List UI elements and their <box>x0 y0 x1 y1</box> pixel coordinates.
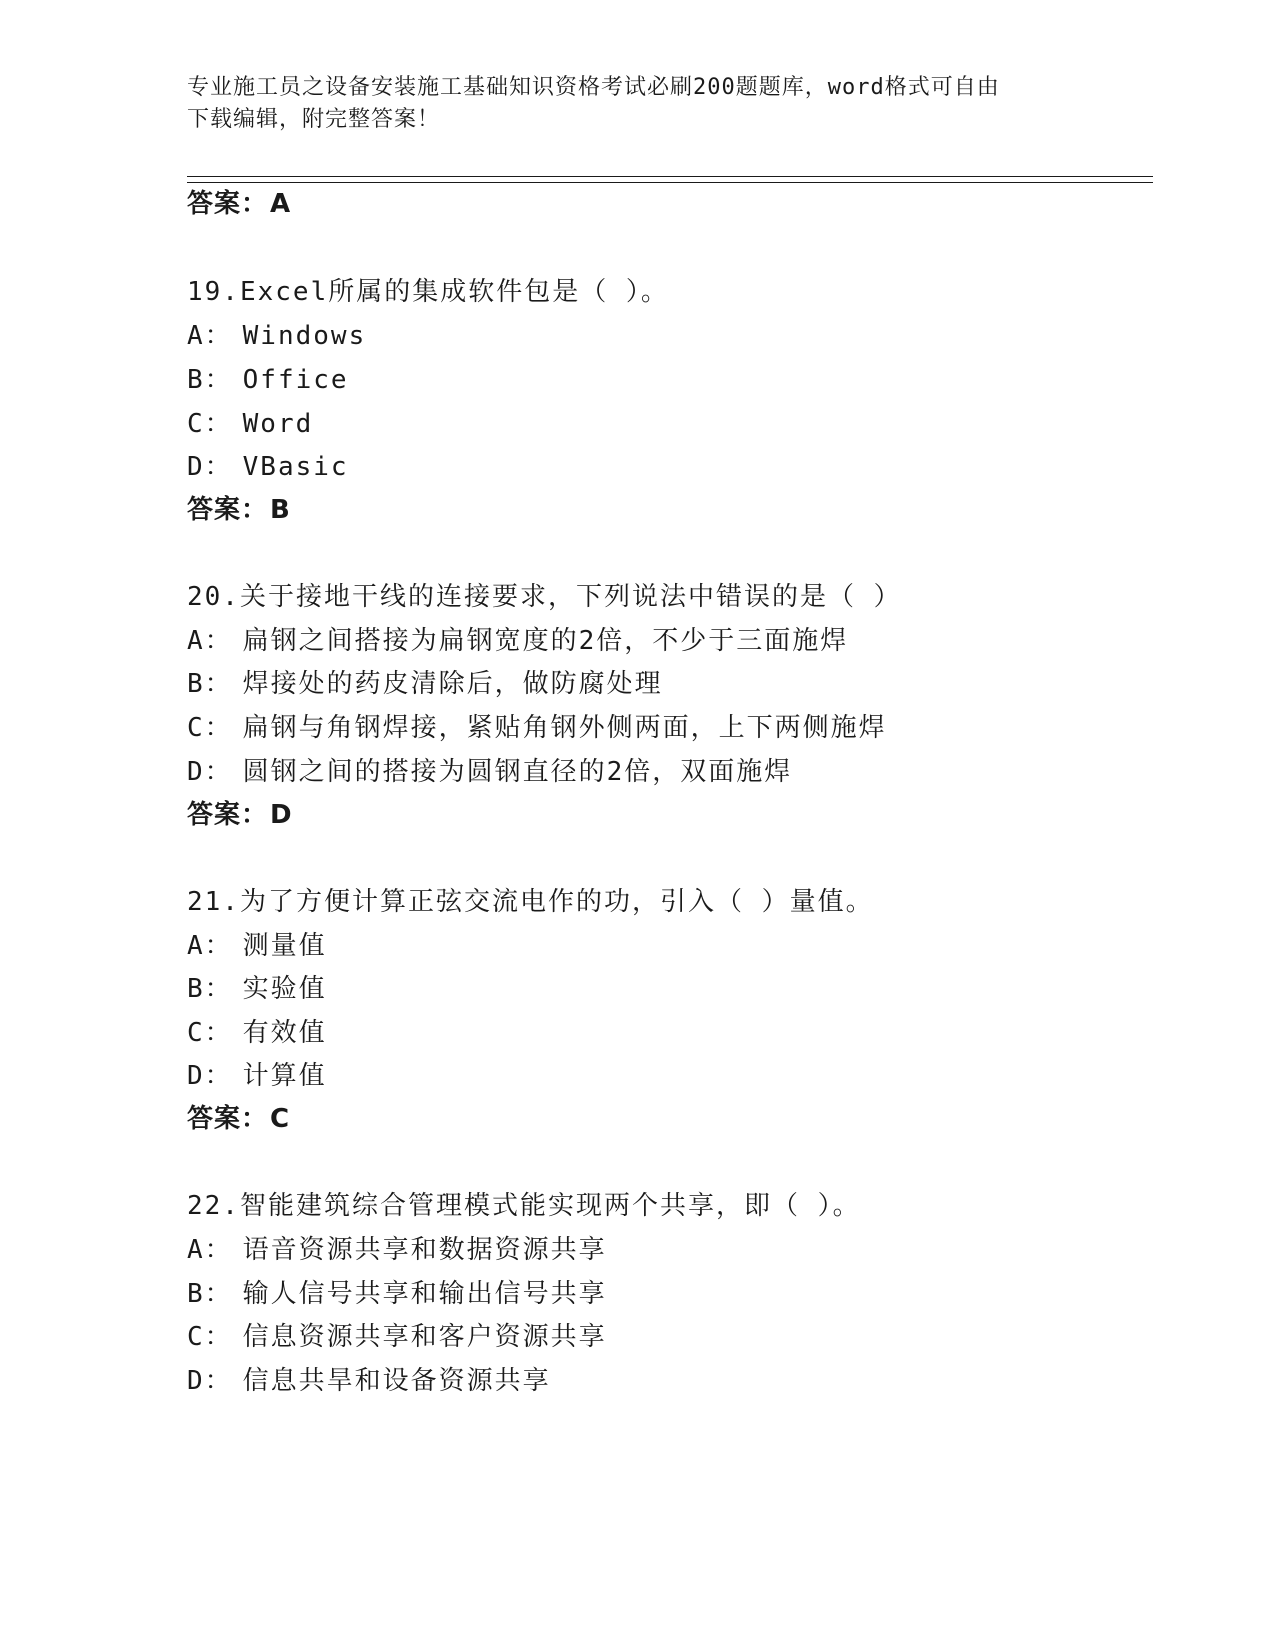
header-rule-top <box>187 176 1153 177</box>
answer-q21 <box>187 1103 290 1135</box>
document-header <box>187 72 1077 136</box>
answer-value: D <box>270 800 293 830</box>
answer-label: 答案： <box>187 189 269 219</box>
option-label: D： <box>187 452 233 482</box>
option-text: 计算值 <box>242 1061 327 1091</box>
option-text: 输人信号共享和输出信号共享 <box>242 1279 607 1309</box>
option-label: C： <box>187 713 233 743</box>
option-label: D： <box>187 757 233 787</box>
option-text: 扁钢与角钢焊接，紧贴角钢外侧两面，上下两侧施焊 <box>242 713 887 743</box>
option-text: 焊接处的药皮清除后，做防腐处理 <box>242 669 663 699</box>
question-19-option-d <box>187 451 349 483</box>
question-21-option-c <box>187 1017 327 1049</box>
option-label: C： <box>187 1322 233 1352</box>
answer-q19 <box>187 494 291 526</box>
question-22-option-c <box>187 1321 607 1353</box>
option-text: 有效值 <box>242 1018 327 1048</box>
question-20-option-b <box>187 668 663 700</box>
question-20-stem: 20.关于接地干线的连接要求，下列说法中错误的是（ ） <box>187 582 902 612</box>
option-label: A： <box>187 626 233 656</box>
option-text: 信息资源共享和客户资源共享 <box>242 1322 607 1352</box>
option-label: C： <box>187 409 233 439</box>
answer-value: A <box>270 189 292 219</box>
header-rule-bottom <box>187 182 1153 183</box>
answer-q20 <box>187 799 293 831</box>
option-text: 测量值 <box>242 931 327 961</box>
option-text: 实验值 <box>242 974 327 1004</box>
option-text: 语音资源共享和数据资源共享 <box>242 1235 607 1265</box>
question-20-option-d <box>187 756 792 788</box>
header-line-1: 专业施工员之设备安装施工基础知识资格考试必刷200题题库，word格式可自由 <box>187 75 1000 100</box>
answer-q18 <box>187 188 291 220</box>
answer-value: B <box>270 495 291 525</box>
option-label: A： <box>187 1235 233 1265</box>
option-label: A： <box>187 931 233 961</box>
answer-label: 答案： <box>187 1104 269 1134</box>
option-label: B： <box>187 365 233 395</box>
option-text: VBasic <box>242 452 349 482</box>
option-text: Windows <box>242 321 367 351</box>
option-label: C： <box>187 1018 233 1048</box>
answer-label: 答案： <box>187 800 269 830</box>
question-19-option-a <box>187 320 366 352</box>
question-21-option-a <box>187 930 327 962</box>
question-19-option-c <box>187 408 313 440</box>
question-21-stem: 21.为了方便计算正弦交流电作的功，引入（ ）量值。 <box>187 887 874 917</box>
header-line-2: 下载编辑，附完整答案！ <box>187 107 441 132</box>
option-label: B： <box>187 669 233 699</box>
question-21-option-b <box>187 973 327 1005</box>
question-19-option-b <box>187 364 349 396</box>
option-text: Office <box>242 365 349 395</box>
option-label: D： <box>187 1061 233 1091</box>
option-label: D： <box>187 1366 233 1396</box>
option-text: 扁钢之间搭接为扁钢宽度的2倍，不少于三面施焊 <box>242 626 849 656</box>
option-text: Word <box>242 409 314 439</box>
question-22-option-d <box>187 1365 551 1397</box>
question-22-option-a <box>187 1234 607 1266</box>
option-label: B： <box>187 974 233 1004</box>
question-22-option-b <box>187 1278 607 1310</box>
option-text: 信息共旱和设备资源共享 <box>242 1366 551 1396</box>
option-label: A： <box>187 321 233 351</box>
answer-value: C <box>270 1104 291 1134</box>
question-19-stem: 19.Excel所属的集成软件包是（ ）。 <box>187 277 669 307</box>
question-22-stem: 22.智能建筑综合管理模式能实现两个共享，即（ ）。 <box>187 1191 861 1221</box>
option-label: B： <box>187 1279 233 1309</box>
answer-label: 答案： <box>187 495 269 525</box>
question-21-option-d <box>187 1060 327 1092</box>
option-text: 圆钢之间的搭接为圆钢直径的2倍，双面施焊 <box>242 757 793 787</box>
question-20-option-c <box>187 712 887 744</box>
question-20-option-a <box>187 625 848 657</box>
